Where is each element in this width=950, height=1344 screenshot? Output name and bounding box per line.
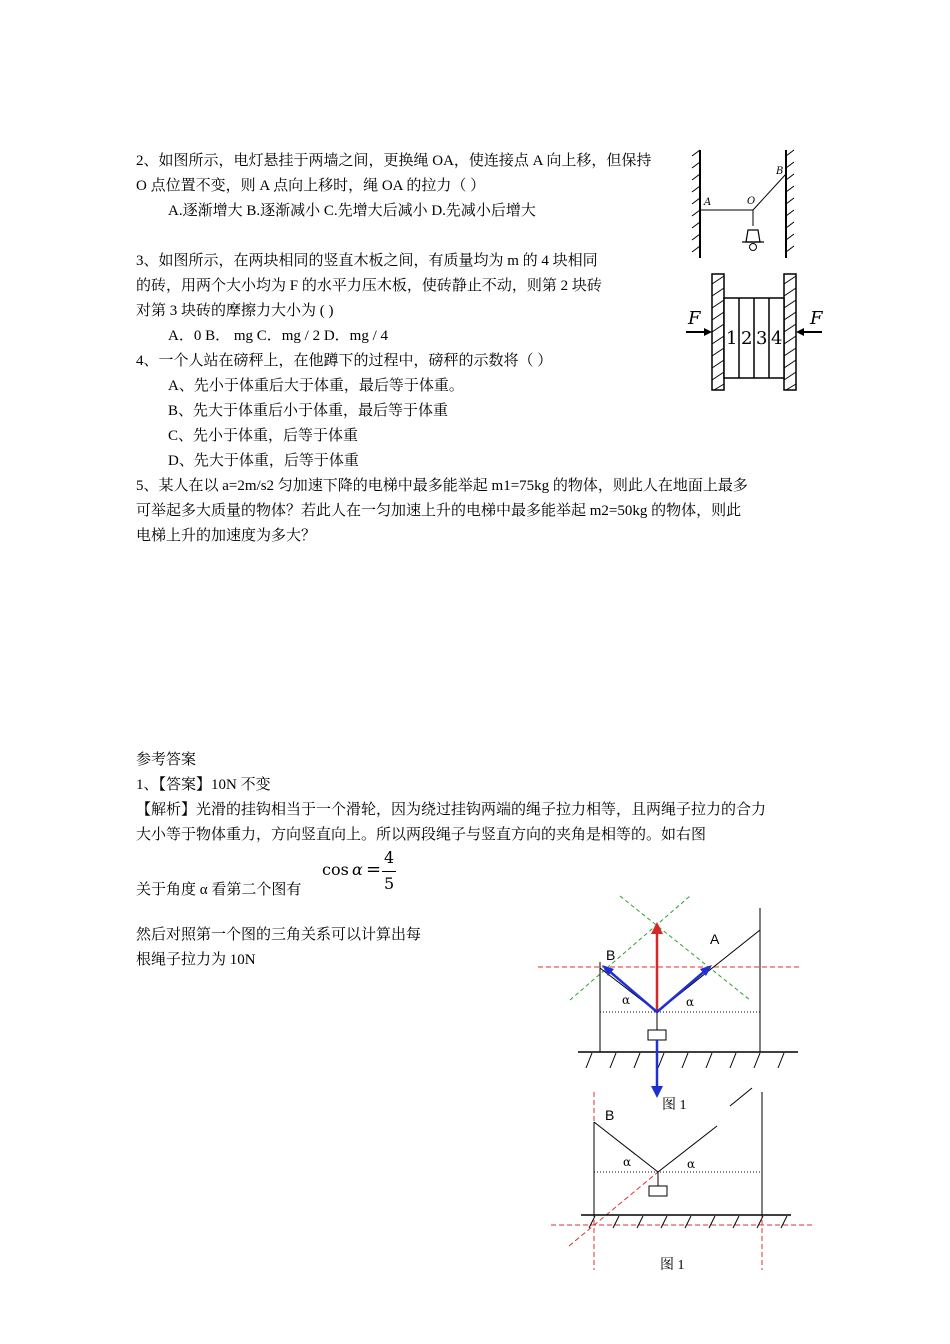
formula-alpha: α [352,860,363,879]
lamp-figure [690,148,800,260]
force-diagram-2 [545,1088,820,1273]
q2-line-1: 2、如图所示，电灯悬挂于两墙之间，更换绳 OA，使连接点 A 向上移，但保持 [136,153,652,169]
q3-options: A．0 B． mg C．mg / 2 D．mg / 4 [168,328,389,344]
formula-numerator: 4 [384,848,395,867]
lamp-label-a: A [704,197,712,208]
brick-3: 3 [756,328,768,349]
q5-line-3: 电梯上升的加速度为多大？ [136,528,317,544]
fig2-caption: 图 1 [660,1258,685,1273]
fig1-caption: 图 1 [662,1098,687,1113]
formula-cos-alpha [322,850,402,900]
q4-option-d: D、先大于体重，后等于体重 [168,453,359,469]
formula-denominator: 5 [384,874,395,893]
q4-option-c: C、先小于体重，后等于体重 [168,428,359,444]
fig2-alpha-right: α [687,1157,696,1171]
formula-cos: cos [322,860,349,879]
q3-line-1: 3、如图所示，在两块相同的竖直木板之间，有质量均为 m 的 4 块相同 [136,253,598,269]
formula-fraction-bar [382,871,396,872]
fig2-label-b: B [605,1107,615,1123]
force-diagram-1 [530,890,810,1120]
q4-stem: 4、一个人站在磅秤上，在他蹲下的过程中，磅秤的示数将（ ） [136,353,553,369]
fig2-alpha-left: α [623,1155,632,1169]
force-label-left: F [688,308,701,329]
q5-line-2: 可举起多大质量的物体？若此人在一匀加速上升的电梯中最多能举起 m2=50kg 的物体，则此 [136,503,742,519]
brick-2: 2 [741,328,753,349]
q2-options: A.逐渐增大 B.逐渐减小 C.先增大后减小 D.先减小后增大 [168,203,536,219]
bricks-figure [684,270,834,395]
calc-line-2: 根绳子拉力为 10N [136,952,256,968]
fig1-label-b: B [606,947,616,963]
fig1-alpha-right: α [686,995,695,1009]
force-label-right: F [810,308,823,329]
answers-heading: 参考答案 [136,752,197,768]
q2-line-2: O 点位置不变，则 A 点向上移时，绳 OA 的拉力（ ） [136,178,486,194]
q4-option-b: B、先大于体重后小于体重，最后等于体重 [168,403,449,419]
lamp-label-o: O [747,196,756,207]
angle-text: 关于角度 α 看第二个图有 [136,882,302,898]
formula-eq: = [366,859,382,880]
analysis-line-1: 【解析】光滑的挂钩相当于一个滑轮，因为绕过挂钩两端的绳子拉力相等，且两绳子拉力的合力 [136,802,767,818]
q3-line-3: 对第 3 块砖的摩擦力大小为 ( ) [136,303,334,319]
q3-line-2: 的砖，用两个大小均为 F 的水平力压木板，使砖静止不动，则第 2 块砖 [136,278,602,294]
q5-line-1: 5、某人在以 a=2m/s2 匀加速下降的电梯中最多能举起 m1=75kg 的物体，则此人在地面上最多 [136,478,748,494]
q4-option-a: A、先小于体重后大于体重，最后等于体重。 [168,378,464,394]
brick-4: 4 [771,328,783,349]
brick-1: 1 [726,328,738,349]
calc-line-1: 然后对照第一个图的三角关系可以计算出每 [136,927,422,943]
fig1-alpha-left: α [622,993,631,1007]
fig1-label-a: A [710,931,720,947]
answer-1: 1、【答案】10N 不变 [136,777,271,793]
lamp-label-b: B [776,166,784,177]
analysis-line-2: 大小等于物体重力，方向竖直向上。所以两段绳子与竖直方向的夹角是相等的。如右图 [136,827,707,843]
